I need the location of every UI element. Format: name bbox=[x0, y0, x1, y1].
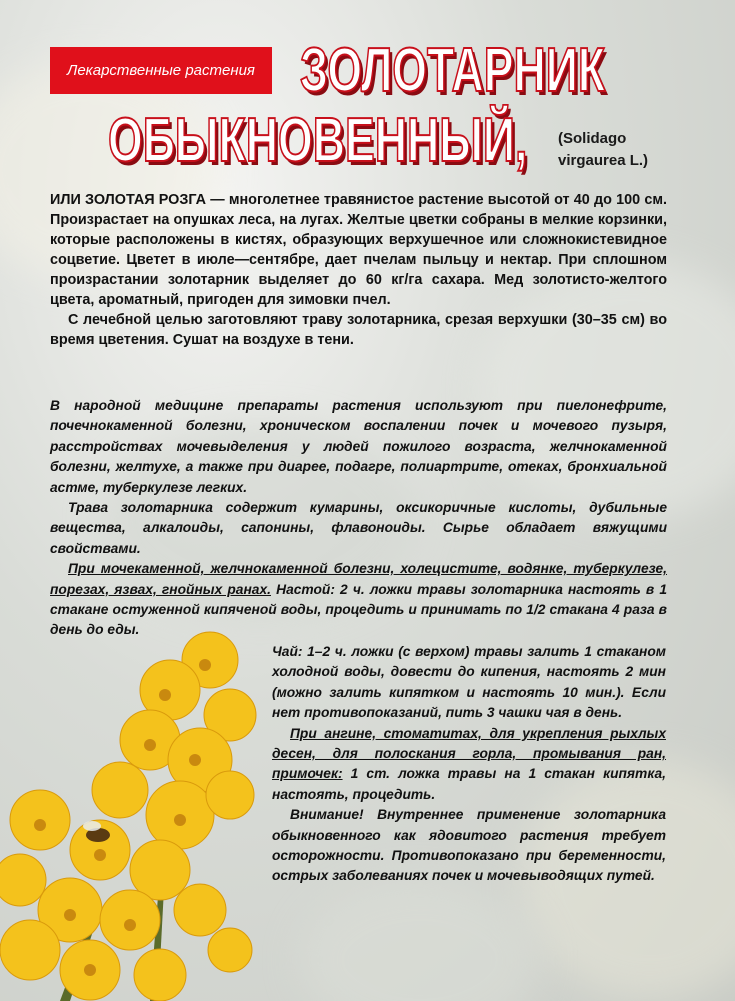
folk-paragraph-2: Трава золотарника содержит кумарины, оксикоричные кислоты, дубильные вещества, алкалоиды, сапонины, флавоноиды. Сырье обладает вяжущими свойствами. bbox=[50, 500, 667, 556]
latin-name-line-1: (Solidago bbox=[558, 130, 627, 147]
folk-paragraph-3 bbox=[50, 559, 667, 641]
folk-medicine-section bbox=[50, 396, 667, 641]
folk-infusion-recipe: Настой: 2 ч. ложки травы золотарника настоять в 1 стакане остуженной кипяченой воды, процедить и принимать по 1/2 стакана 4 раза в день до еды. bbox=[50, 581, 667, 638]
angina-indications: При ангине, стоматитах, для укрепления рыхлых десен, для полоскания горла, промывания ран, примочек: bbox=[272, 725, 666, 782]
page-title-line-1: ЗОЛОТАРНИК bbox=[300, 36, 606, 105]
tea-recipe: Чай: 1–2 ч. ложки (с верхом) травы залить 1 стаканом холодной воды, довести до кипения, настоять 2 мин (можно залить кипятком и настоять 10 мин.). Если нет противопоказаний, пить 3 чашки чая в день. bbox=[272, 644, 666, 721]
intro-section bbox=[50, 190, 667, 350]
folk-indications: При мочекаменной, желчнокаменной болезни, холецистите, водянке, туберкулезе, порезах, язвах, гнойных ранах. bbox=[50, 561, 667, 597]
angina-paragraph bbox=[272, 724, 666, 806]
latin-name-line-2: virgaurea L.) bbox=[558, 152, 649, 169]
warning-label: Внимание! bbox=[290, 807, 364, 823]
folk-paragraph-1: В народной медицине препараты растения используют при пиелонефрите, почечнокаменной болезни, хроническом воспалении почек и мочевого пузыря, расстройствах мочевыделения у людей пожилого возраста, желчнокаменной болезни, желтухе, а также при диарее, подагре, полиартрите, отеках, бронхиальной астме, туберкулезе легких. bbox=[50, 398, 667, 495]
angina-recipe: 1 ст. ложка травы на 1 стакан кипятка, настоять, процедить. bbox=[272, 766, 666, 802]
intro-paragraph-2: С лечебной целью заготовляют траву золотарника, срезая верхушки (30–35 см) во время цветения. Сушат на воздухе в тени. bbox=[50, 312, 667, 348]
category-badge: Лекарственные растения bbox=[50, 47, 272, 94]
page-title-line-2: ОБЫКНОВЕННЫЙ, bbox=[108, 106, 528, 175]
intro-lead: ИЛИ ЗОЛОТАЯ РОЗГА bbox=[50, 192, 207, 208]
goldenrod-illustration bbox=[0, 620, 275, 1001]
latin-name bbox=[558, 128, 648, 172]
intro-paragraph-1 bbox=[50, 190, 667, 310]
warning-paragraph bbox=[272, 805, 666, 887]
side-recipes-section bbox=[272, 642, 666, 887]
intro-text-1: — многолетнее травянистое растение высотой от 40 до 100 см. Произрастает на опушках леса, на лугах. Желтые цветки собраны в мелкие корзинки, которые расположены в кистях, образующих верхушечное или сложнокистевидное соцветие. Цветет в июле—сентябре, дает пчелам пыльцу и нектар. При сплошном произрастании золотарник выделяет до 60 кг/га сахара. Мед золотисто-желтого цвета, ароматный, пригоден для зимовки пчел. bbox=[50, 192, 667, 308]
warning-text: Внутреннее применение золотарника обыкновенного как ядовитого растения требует осторожности. Противопоказано при беременности, острых заболеваниях почек и мочевыводящих путей. bbox=[272, 807, 666, 884]
